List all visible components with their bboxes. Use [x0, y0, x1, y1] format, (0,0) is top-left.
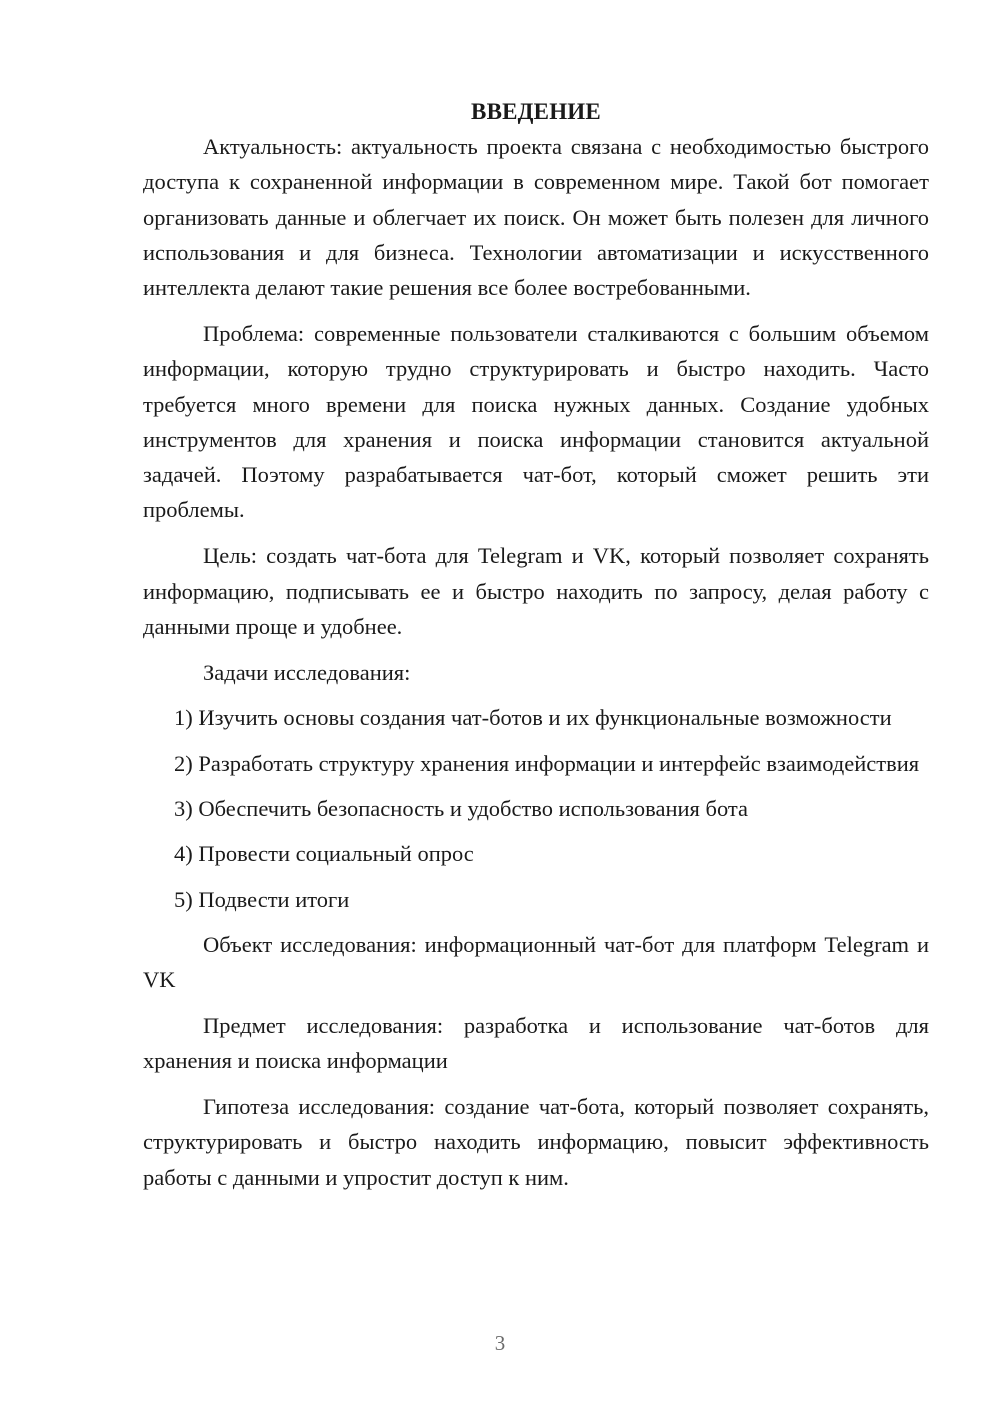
list-item: 2) Разработать структуру хранения информации и интерфейс взаимодействия — [174, 750, 920, 776]
section-heading: ВВЕДЕНИЕ — [471, 99, 601, 124]
list-item: 4) Провести социальный опрос — [174, 841, 474, 867]
document-page — [143, 94, 929, 1206]
paragraph-hypothesis: Гипотеза исследования: создание чат-бота, который позволяет сохранять, структурировать и быстро находить информацию, повысит эффективность работы с данными и упростит доступ к ним. — [143, 1094, 929, 1190]
list-item: 1) Изучить основы создания чат-ботов и их функциональные возможности — [174, 705, 892, 731]
list-item: 3) Обеспечить безопасность и удобство использования бота — [174, 796, 749, 822]
list-item: 5) Подвести итоги — [174, 886, 350, 912]
paragraph-relevance: Актуальность: актуальность проекта связана с необходимостью быстрого доступа к сохраненной информации в современном мире. Такой бот помогает организовать данные и облегчает их поиск. Он может быть полезен для личного использования и для бизнеса. Технологии автоматизации и искусственного интеллекта делают такие решения все более востребованными. — [143, 134, 929, 301]
tasks-list — [143, 700, 929, 916]
paragraph-goal: Цель: создать чат-бота для Telegram и VK, который позволяет сохранять информацию, подписывать ее и быстро находить по запросу, делая работу с данными проще и удобнее. — [143, 543, 929, 639]
paragraph-object: Объект исследования: информационный чат-бот для платформ Telegram и VK — [143, 931, 929, 993]
page-number: 3 — [494, 1331, 506, 1355]
paragraph-problem: Проблема: современные пользователи сталкиваются с большим объемом информации, которую трудно структурировать и быстро находить. Часто требуется много времени для поиска нужных данных. Создание удобных инструментов для хранения и поиска информации становится актуальной задачей. Поэтому разрабатывается чат-бот, который сможет решить эти проблемы. — [143, 320, 929, 523]
paragraph-tasks-title: Задачи исследования: — [203, 659, 411, 685]
paragraph-subject: Предмет исследования: разработка и использование чат-ботов для хранения и поиска информации — [143, 1013, 929, 1074]
